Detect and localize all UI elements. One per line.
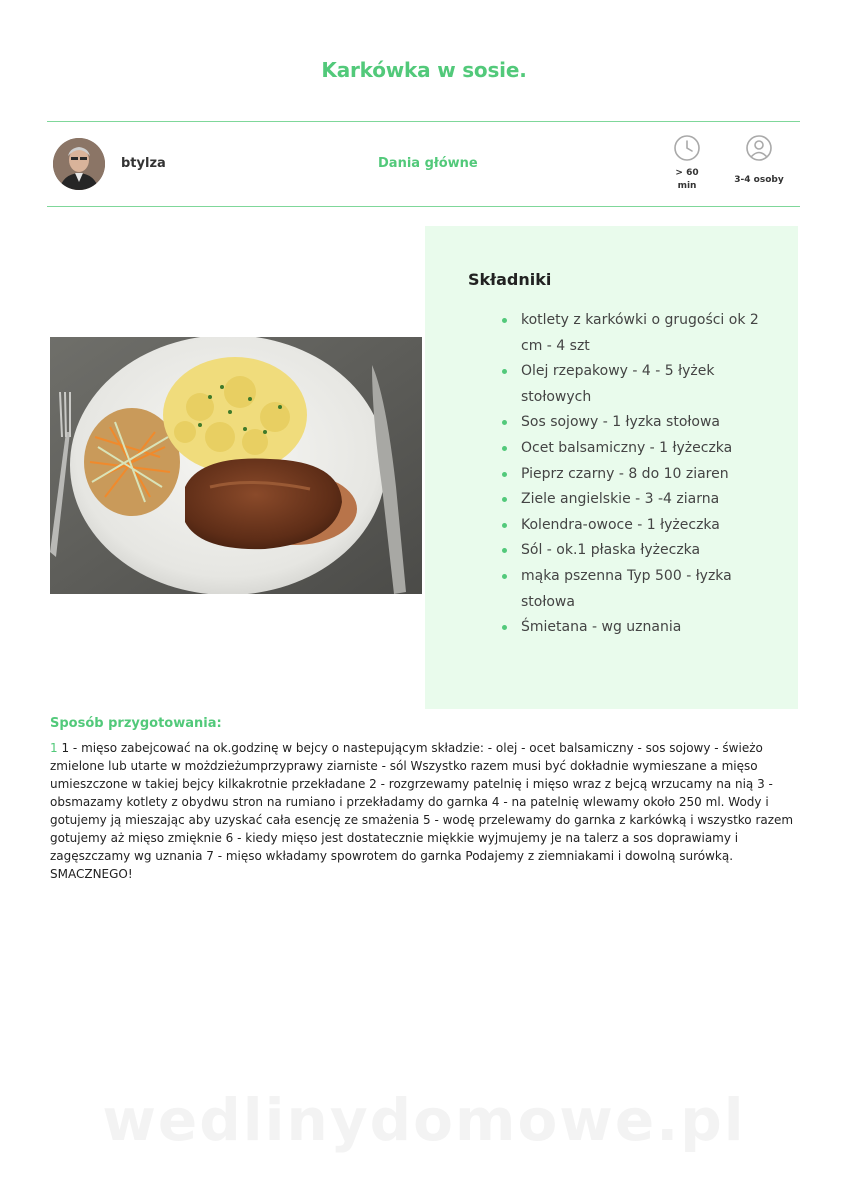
ingredients-title: Składniki [468,270,552,289]
header-divider-bottom [47,206,800,207]
site-watermark: wedlinydomowe.pl [102,1086,746,1154]
ingredient-item: Ocet balsamiczny - 1 łyżeczka [521,436,771,462]
ingredient-item: Śmietana - wg uznania [521,615,771,641]
ingredient-item: Sól - ok.1 płaska łyżeczka [521,538,771,564]
servings: 3-4 osoby [734,175,784,185]
step-number: 1 [50,741,58,755]
ingredient-item: mąka pszenna Typ 500 - łyzka stołowa [521,564,771,615]
preparation-title: Sposób przygotowania: [50,716,222,731]
ingredients-list [521,308,771,641]
header-divider-top [47,121,800,122]
recipe-photo [50,337,422,594]
ingredient-item: Ziele angielskie - 3 -4 ziarna [521,487,771,513]
ingredients-panel [425,226,798,709]
author-name[interactable]: btylza [121,156,166,171]
preparation-steps: 1 - mięso zabejcować na ok.godzinę w bejcy o nastepującym składzie: - olej - ocet balsamiczny - sos sojowy - świeżo zmielone lub utarte w możdzieżumprzyprawy ziarniste - sól Wszystko razem musi być dokładnie wymieszane a mięso umieszczone w takiej bejcy kilkakrotnie przekładane 2 - rozgrzewamy patelnię i mięso wraz z bejcą wrzucamy na nią 3 - obsmazamy kotlety z obydwu stron na rumiano i przekładamy do garnka 4 - na patelnię wlewamy około 250 ml. Wody i gotujemy ją mieszając aby uzyskać cała esencję ze smażenia 5 - wodę przelewamy do garnka z karkówką i wszystko razem gotujemy aż mięso zmięknie 6 - kiedy mięso jest dostatecznie miękkie wyjmujemy je na talerz a sos doprawiamy i zagęszczamy wg uznania 7 - mięso wkładamy spowrotem do garnka Podajemy z ziemniakami i dowolną surówką. SMACZNEGO! [50,741,794,881]
clock-icon [673,134,701,162]
ingredient-item: Kolendra-owoce - 1 łyżeczka [521,513,771,539]
ingredient-item: Pieprz czarny - 8 do 10 ziaren [521,462,771,488]
preparation-text [50,739,800,883]
ingredient-item: kotlety z karkówki o grugości ok 2 cm - 4 szt [521,308,771,359]
recipe-title: Karkówka w sosie. [321,58,527,82]
ingredient-item: Sos sojowy - 1 łyzka stołowa [521,410,771,436]
author-avatar [53,138,105,190]
cooking-time: > 60 min [675,168,699,191]
recipe-category[interactable]: Dania główne [378,156,478,171]
ingredient-item: Olej rzepakowy - 4 - 5 łyżek stołowych [521,359,771,410]
person-icon [745,134,773,162]
